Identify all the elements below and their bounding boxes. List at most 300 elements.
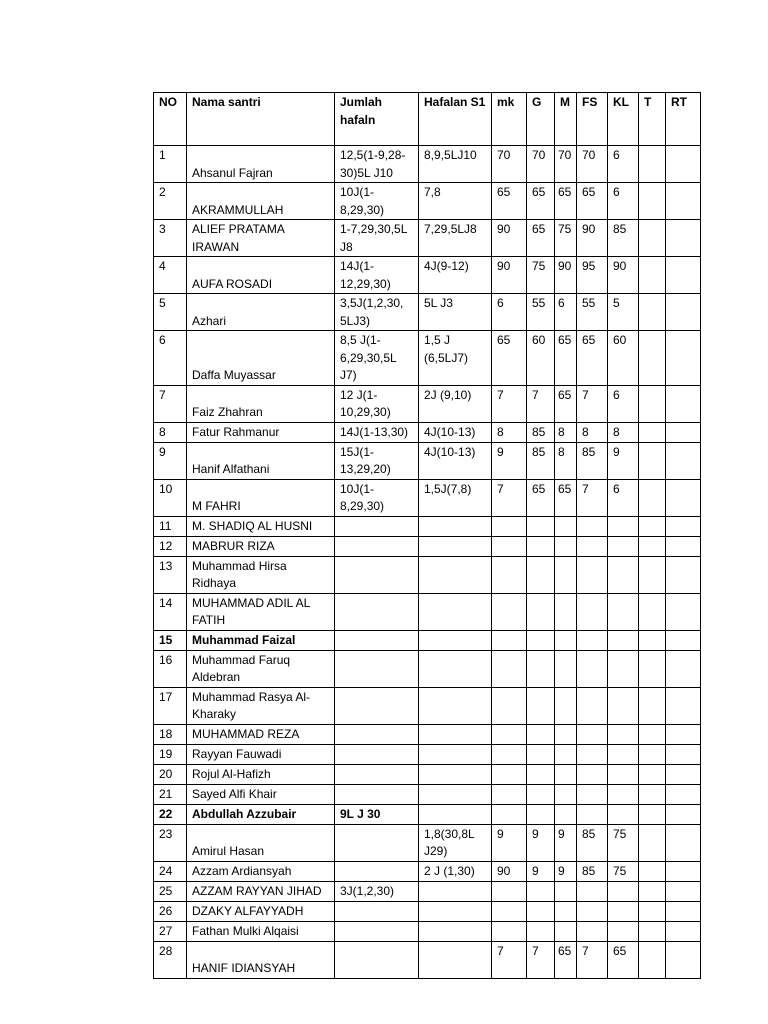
cell-m: 9 (555, 861, 577, 881)
cell-kl (608, 881, 639, 901)
cell-rt (666, 630, 701, 650)
cell-g (527, 921, 555, 941)
cell-t (639, 744, 666, 764)
cell-kl: 8 (608, 422, 639, 442)
cell-no: 11 (154, 516, 187, 536)
table-body (154, 146, 701, 979)
cell-name: Abdullah Azzubair (187, 804, 335, 824)
cell-m: 65 (555, 479, 577, 516)
cell-fs (577, 630, 608, 650)
cell-kl: 90 (608, 257, 639, 294)
table-row (154, 479, 701, 516)
cell-m (555, 881, 577, 901)
cell-mk (492, 687, 527, 724)
table-row (154, 764, 701, 784)
cell-name: Azzam Ardiansyah (187, 861, 335, 881)
cell-name: Hanif Alfathani (187, 442, 335, 479)
cell-rt (666, 861, 701, 881)
cell-kl (608, 744, 639, 764)
cell-hafalan (419, 921, 492, 941)
cell-rt (666, 536, 701, 556)
cell-fs: 8 (577, 422, 608, 442)
cell-g (527, 556, 555, 593)
cell-g (527, 901, 555, 921)
cell-m (555, 630, 577, 650)
cell-hafalan (419, 650, 492, 687)
cell-g: 65 (527, 183, 555, 220)
cell-fs: 90 (577, 220, 608, 257)
cell-rt (666, 784, 701, 804)
cell-mk (492, 516, 527, 536)
cell-t (639, 422, 666, 442)
cell-mk: 70 (492, 146, 527, 183)
table-row (154, 422, 701, 442)
cell-no: 5 (154, 294, 187, 331)
cell-m: 90 (555, 257, 577, 294)
cell-g: 65 (527, 220, 555, 257)
cell-fs: 70 (577, 146, 608, 183)
cell-fs: 85 (577, 824, 608, 861)
cell-g: 65 (527, 479, 555, 516)
cell-rt (666, 146, 701, 183)
cell-rt (666, 687, 701, 724)
cell-name: DZAKY ALFAYYADH (187, 901, 335, 921)
cell-mk: 7 (492, 479, 527, 516)
cell-jumlah (335, 687, 419, 724)
cell-mk (492, 764, 527, 784)
cell-jumlah (335, 764, 419, 784)
cell-hafalan: 2 J (1,30) (419, 861, 492, 881)
cell-m (555, 764, 577, 784)
cell-mk: 8 (492, 422, 527, 442)
cell-t (639, 764, 666, 784)
cell-t (639, 146, 666, 183)
cell-jumlah (335, 744, 419, 764)
table-row (154, 630, 701, 650)
cell-rt (666, 764, 701, 784)
cell-fs (577, 536, 608, 556)
cell-kl (608, 921, 639, 941)
cell-no: 3 (154, 220, 187, 257)
cell-hafalan (419, 901, 492, 921)
cell-kl (608, 804, 639, 824)
cell-jumlah: 12,5(1-9,28-30)5L J10 (335, 146, 419, 183)
header-nama-santri: Nama santri (187, 93, 335, 146)
cell-m (555, 921, 577, 941)
cell-hafalan (419, 687, 492, 724)
cell-mk (492, 921, 527, 941)
cell-hafalan (419, 516, 492, 536)
cell-kl: 6 (608, 479, 639, 516)
cell-g (527, 536, 555, 556)
cell-rt (666, 724, 701, 744)
cell-kl (608, 556, 639, 593)
cell-rt (666, 650, 701, 687)
cell-m (555, 556, 577, 593)
cell-name: Muhammad Faruq Aldebran (187, 650, 335, 687)
cell-rt (666, 941, 701, 978)
cell-g (527, 724, 555, 744)
table-row (154, 556, 701, 593)
cell-name: Faiz Zhahran (187, 385, 335, 422)
cell-name: Muhammad Hirsa Ridhaya (187, 556, 335, 593)
cell-no: 15 (154, 630, 187, 650)
cell-g (527, 516, 555, 536)
cell-no: 1 (154, 146, 187, 183)
table-row (154, 881, 701, 901)
cell-no: 9 (154, 442, 187, 479)
cell-hafalan: 4J(10-13) (419, 422, 492, 442)
cell-t (639, 630, 666, 650)
cell-mk: 90 (492, 861, 527, 881)
table-row (154, 331, 701, 386)
cell-jumlah: 14J(1-12,29,30) (335, 257, 419, 294)
cell-mk: 90 (492, 257, 527, 294)
cell-no: 23 (154, 824, 187, 861)
cell-kl (608, 687, 639, 724)
cell-t (639, 921, 666, 941)
cell-g: 7 (527, 385, 555, 422)
cell-t (639, 687, 666, 724)
table-row (154, 687, 701, 724)
cell-hafalan: 4J(9-12) (419, 257, 492, 294)
cell-m: 75 (555, 220, 577, 257)
cell-m (555, 901, 577, 921)
cell-no: 25 (154, 881, 187, 901)
cell-g (527, 630, 555, 650)
cell-hafalan: 4J(10-13) (419, 442, 492, 479)
cell-m (555, 593, 577, 630)
table-row (154, 744, 701, 764)
cell-t (639, 881, 666, 901)
cell-kl (608, 764, 639, 784)
cell-m: 65 (555, 183, 577, 220)
cell-kl: 6 (608, 146, 639, 183)
cell-hafalan (419, 724, 492, 744)
cell-kl: 9 (608, 442, 639, 479)
table-row (154, 941, 701, 978)
cell-name: MABRUR RIZA (187, 536, 335, 556)
cell-hafalan: 7,8 (419, 183, 492, 220)
cell-g: 85 (527, 422, 555, 442)
cell-rt (666, 804, 701, 824)
cell-fs: 65 (577, 331, 608, 386)
cell-m (555, 744, 577, 764)
cell-mk (492, 784, 527, 804)
table-row (154, 442, 701, 479)
cell-name: Muhammad Faizal (187, 630, 335, 650)
cell-hafalan (419, 536, 492, 556)
cell-rt (666, 556, 701, 593)
cell-g (527, 881, 555, 901)
cell-name: ALIEF PRATAMA IRAWAN (187, 220, 335, 257)
cell-name: M. SHADIQ AL HUSNI (187, 516, 335, 536)
cell-hafalan: 1,5 J (6,5LJ7) (419, 331, 492, 386)
cell-name: Muhammad Rasya Al-Kharaky (187, 687, 335, 724)
cell-fs: 85 (577, 442, 608, 479)
header-no: NO (154, 93, 187, 146)
cell-rt (666, 422, 701, 442)
cell-t (639, 516, 666, 536)
cell-t (639, 650, 666, 687)
header-rt: RT (666, 93, 701, 146)
table-row (154, 861, 701, 881)
cell-g: 60 (527, 331, 555, 386)
cell-mk: 6 (492, 294, 527, 331)
cell-mk (492, 650, 527, 687)
cell-kl: 6 (608, 183, 639, 220)
cell-fs: 85 (577, 861, 608, 881)
cell-t (639, 479, 666, 516)
cell-mk (492, 804, 527, 824)
table-row (154, 724, 701, 744)
header-row (154, 93, 701, 146)
cell-fs (577, 784, 608, 804)
cell-t (639, 257, 666, 294)
cell-hafalan: 2J (9,10) (419, 385, 492, 422)
cell-t (639, 824, 666, 861)
table-row (154, 921, 701, 941)
cell-kl (608, 593, 639, 630)
cell-t (639, 442, 666, 479)
cell-m: 8 (555, 422, 577, 442)
cell-rt (666, 385, 701, 422)
cell-jumlah: 3,5J(1,2,30, 5LJ3) (335, 294, 419, 331)
cell-no: 22 (154, 804, 187, 824)
cell-hafalan: 8,9,5LJ10 (419, 146, 492, 183)
cell-kl: 6 (608, 385, 639, 422)
cell-fs (577, 921, 608, 941)
cell-rt (666, 921, 701, 941)
cell-fs (577, 724, 608, 744)
cell-m: 8 (555, 442, 577, 479)
cell-jumlah: 9L J 30 (335, 804, 419, 824)
cell-no: 7 (154, 385, 187, 422)
cell-jumlah (335, 536, 419, 556)
header-hafalan-s1: Hafalan S1 (419, 93, 492, 146)
cell-m: 65 (555, 331, 577, 386)
cell-fs: 7 (577, 479, 608, 516)
cell-m (555, 536, 577, 556)
cell-jumlah (335, 861, 419, 881)
header-kl: KL (608, 93, 639, 146)
cell-g: 9 (527, 861, 555, 881)
cell-jumlah (335, 824, 419, 861)
cell-m (555, 804, 577, 824)
cell-hafalan (419, 941, 492, 978)
cell-rt (666, 881, 701, 901)
cell-jumlah: 8,5 J(1-6,29,30,5L J7) (335, 331, 419, 386)
cell-name: Fatur Rahmanur (187, 422, 335, 442)
cell-g (527, 593, 555, 630)
cell-fs (577, 556, 608, 593)
cell-name: Rayyan Fauwadi (187, 744, 335, 764)
cell-jumlah: 1-7,29,30,5L J8 (335, 220, 419, 257)
cell-t (639, 385, 666, 422)
cell-kl: 75 (608, 861, 639, 881)
cell-name: Amirul Hasan (187, 824, 335, 861)
cell-rt (666, 294, 701, 331)
cell-hafalan (419, 804, 492, 824)
cell-m: 6 (555, 294, 577, 331)
cell-no: 12 (154, 536, 187, 556)
cell-jumlah (335, 921, 419, 941)
cell-kl: 65 (608, 941, 639, 978)
cell-m (555, 650, 577, 687)
cell-mk: 65 (492, 183, 527, 220)
cell-fs: 95 (577, 257, 608, 294)
cell-name: AKRAMMULLAH (187, 183, 335, 220)
cell-t (639, 183, 666, 220)
cell-hafalan: 5L J3 (419, 294, 492, 331)
cell-kl: 85 (608, 220, 639, 257)
header-g: G (527, 93, 555, 146)
cell-t (639, 536, 666, 556)
cell-jumlah (335, 593, 419, 630)
cell-m: 65 (555, 385, 577, 422)
cell-kl (608, 516, 639, 536)
cell-g: 55 (527, 294, 555, 331)
cell-no: 27 (154, 921, 187, 941)
cell-no: 17 (154, 687, 187, 724)
cell-t (639, 901, 666, 921)
cell-t (639, 861, 666, 881)
cell-jumlah (335, 941, 419, 978)
cell-rt (666, 442, 701, 479)
cell-mk: 9 (492, 442, 527, 479)
cell-mk: 7 (492, 385, 527, 422)
cell-jumlah (335, 516, 419, 536)
table-row (154, 294, 701, 331)
cell-fs (577, 687, 608, 724)
table-row (154, 257, 701, 294)
cell-mk: 7 (492, 941, 527, 978)
cell-name: Daffa Muyassar (187, 331, 335, 386)
cell-fs: 7 (577, 941, 608, 978)
cell-no: 13 (154, 556, 187, 593)
cell-name: M FAHRI (187, 479, 335, 516)
cell-kl: 60 (608, 331, 639, 386)
cell-no: 18 (154, 724, 187, 744)
cell-no: 20 (154, 764, 187, 784)
cell-jumlah: 14J(1-13,30) (335, 422, 419, 442)
cell-no: 19 (154, 744, 187, 764)
cell-m: 65 (555, 941, 577, 978)
cell-t (639, 593, 666, 630)
cell-hafalan (419, 593, 492, 630)
cell-no: 16 (154, 650, 187, 687)
cell-jumlah (335, 901, 419, 921)
cell-no: 21 (154, 784, 187, 804)
cell-hafalan (419, 784, 492, 804)
cell-name: Azhari (187, 294, 335, 331)
santri-table (153, 92, 701, 979)
cell-mk (492, 536, 527, 556)
cell-rt (666, 183, 701, 220)
cell-jumlah (335, 650, 419, 687)
cell-g: 9 (527, 824, 555, 861)
cell-m (555, 724, 577, 744)
table-row (154, 824, 701, 861)
header-t: T (639, 93, 666, 146)
cell-fs (577, 764, 608, 784)
cell-hafalan (419, 764, 492, 784)
cell-name: Sayed Alfi Khair (187, 784, 335, 804)
header-jumlah-hafaln: Jumlah hafaln (335, 93, 419, 146)
cell-mk: 9 (492, 824, 527, 861)
cell-fs (577, 901, 608, 921)
cell-t (639, 804, 666, 824)
cell-jumlah (335, 784, 419, 804)
cell-m (555, 516, 577, 536)
cell-jumlah (335, 630, 419, 650)
cell-jumlah (335, 556, 419, 593)
cell-jumlah (335, 724, 419, 744)
table-row (154, 220, 701, 257)
header-fs: FS (577, 93, 608, 146)
table-row (154, 804, 701, 824)
cell-kl (608, 536, 639, 556)
cell-rt (666, 257, 701, 294)
cell-fs (577, 593, 608, 630)
cell-name: Fathan Mulki Alqaisi (187, 921, 335, 941)
cell-hafalan (419, 744, 492, 764)
cell-jumlah: 15J(1-13,29,20) (335, 442, 419, 479)
cell-g (527, 650, 555, 687)
cell-name: MUHAMMAD ADIL AL FATIH (187, 593, 335, 630)
cell-rt (666, 593, 701, 630)
cell-mk (492, 901, 527, 921)
cell-kl: 75 (608, 824, 639, 861)
cell-no: 24 (154, 861, 187, 881)
header-m: M (555, 93, 577, 146)
cell-t (639, 294, 666, 331)
cell-fs (577, 516, 608, 536)
cell-rt (666, 824, 701, 861)
cell-kl (608, 630, 639, 650)
cell-mk (492, 630, 527, 650)
cell-fs: 65 (577, 183, 608, 220)
cell-hafalan: 1,5J(7,8) (419, 479, 492, 516)
cell-name: AUFA ROSADI (187, 257, 335, 294)
cell-name: Rojul Al-Hafizh (187, 764, 335, 784)
table-row (154, 183, 701, 220)
cell-t (639, 784, 666, 804)
cell-g: 75 (527, 257, 555, 294)
cell-name: HANIF IDIANSYAH (187, 941, 335, 978)
cell-g (527, 784, 555, 804)
cell-kl (608, 784, 639, 804)
cell-rt (666, 516, 701, 536)
cell-fs (577, 744, 608, 764)
cell-kl: 5 (608, 294, 639, 331)
cell-mk (492, 593, 527, 630)
cell-mk (492, 881, 527, 901)
header-mk: mk (492, 93, 527, 146)
cell-name: AZZAM RAYYAN JIHAD (187, 881, 335, 901)
cell-no: 26 (154, 901, 187, 921)
cell-hafalan (419, 630, 492, 650)
cell-no: 28 (154, 941, 187, 978)
cell-mk (492, 724, 527, 744)
cell-no: 10 (154, 479, 187, 516)
cell-jumlah: 10J(1-8,29,30) (335, 183, 419, 220)
table-row (154, 536, 701, 556)
cell-no: 14 (154, 593, 187, 630)
cell-rt (666, 331, 701, 386)
table-row (154, 385, 701, 422)
cell-fs: 7 (577, 385, 608, 422)
